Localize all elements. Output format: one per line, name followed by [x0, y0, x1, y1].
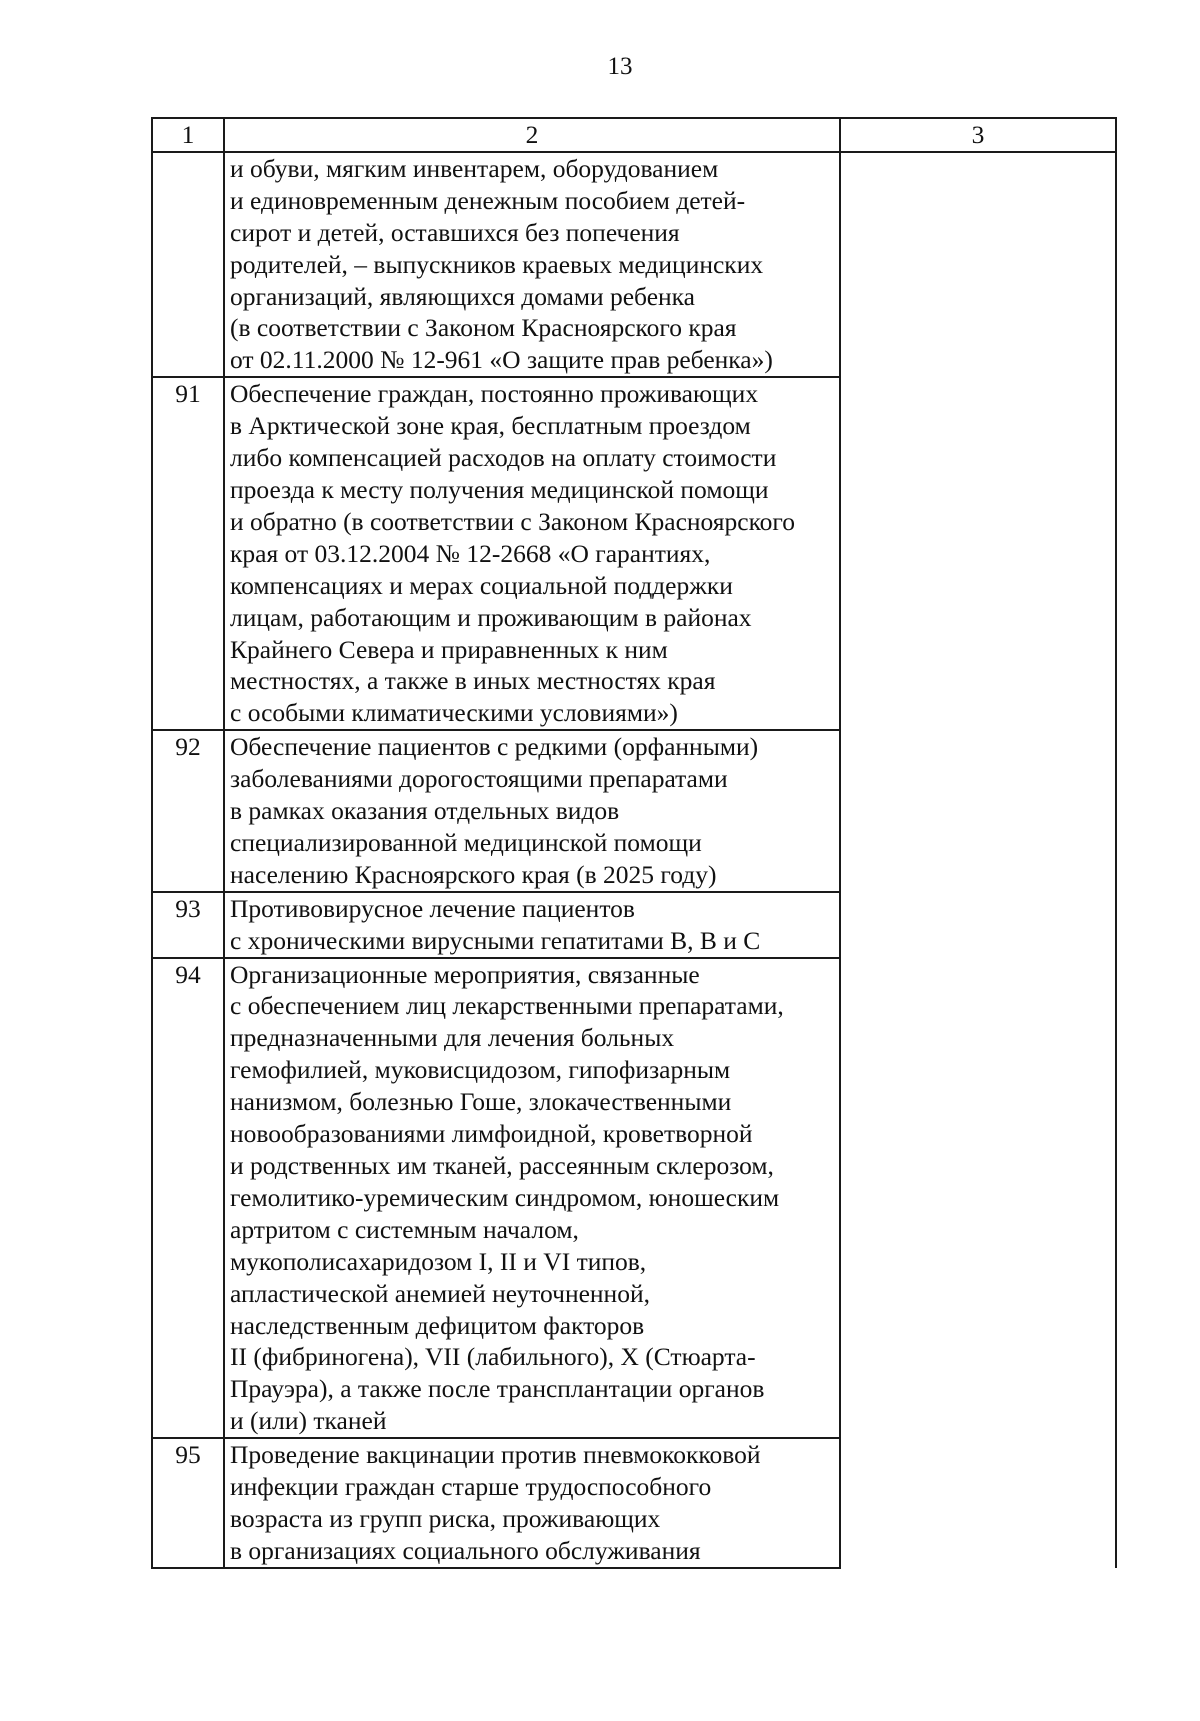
row-number: 95 [152, 1438, 224, 1568]
description-line: в рамках оказания отдельных видов [230, 796, 620, 826]
table-row [152, 730, 1116, 892]
row-description [224, 730, 840, 892]
row-number: 91 [152, 377, 224, 730]
description-line: лицам, работающим и проживающим в районах [230, 602, 752, 632]
row-col3 [840, 1438, 1116, 1568]
row-col3 [840, 892, 1116, 958]
row-description [224, 152, 840, 377]
header-col-1: 1 [152, 118, 224, 152]
row-number: 94 [152, 958, 224, 1439]
description-line: с особыми климатическими условиями») [230, 698, 678, 728]
row-col3 [840, 730, 1116, 892]
description-line: и родственных им тканей, рассеянным склерозом, [230, 1151, 774, 1180]
description-line: проезда к месту получения медицинской помощи [230, 474, 769, 504]
description-line: края от 03.12.2004 № 12-2668 «О гарантиях, [230, 538, 711, 568]
description-line: мукополисахаридозом I, II и VI типов, [230, 1246, 647, 1276]
description-line: и обратно (в соответствии с Законом Красноярского [230, 506, 796, 536]
description-line: предназначенными для лечения больных [230, 1023, 675, 1053]
description-line: Противовирусное лечение пациентов [230, 893, 635, 923]
description-line: инфекции граждан старше трудоспособного [230, 1472, 712, 1502]
table-row [152, 892, 1116, 958]
description-line: нанизмом, болезнью Гоше, злокачественными [230, 1087, 732, 1117]
description-line: возраста из групп риска, проживающих [230, 1503, 661, 1533]
row-description [224, 892, 840, 958]
row-description [224, 377, 840, 730]
row-col3 [840, 958, 1116, 1439]
description-line: гемолитико-уремическим синдромом, юношеским [230, 1182, 780, 1212]
description-line: и обуви, мягким инвентарем, оборудованием [230, 153, 719, 183]
description-line: родителей, – выпускников краевых медицинских [230, 249, 764, 279]
description-line: Обеспечение пациентов с редкими (орфанными) [230, 732, 759, 762]
row-col3 [840, 377, 1116, 730]
description-line: либо компенсацией расходов на оплату стоимости [230, 443, 777, 473]
description-line: (в соответствии с Законом Красноярского края [230, 313, 737, 343]
description-line: Организационные мероприятия, связанные [230, 959, 700, 989]
description-line: гемофилией, муковисцидозом, гипофизарным [230, 1055, 731, 1085]
table-header-row [152, 118, 1116, 152]
page-number: 13 [607, 53, 633, 80]
description-line: в Арктической зоне края, бесплатным проездом [230, 411, 751, 441]
description-line: специализированной медицинской помощи [230, 827, 702, 857]
table-row [152, 152, 1116, 377]
table-row [152, 1438, 1116, 1568]
description-line: и единовременным денежным пособием детей- [230, 185, 746, 215]
row-number: 93 [152, 892, 224, 958]
description-line: артритом с системным началом, [230, 1214, 579, 1244]
description-line: местностях, а также в иных местностях края [230, 666, 716, 696]
header-col-3: 3 [840, 118, 1116, 152]
row-description [224, 1438, 840, 1568]
row-number [152, 152, 224, 377]
description-line: заболеваниями дорогостоящими препаратами [230, 764, 728, 794]
description-line: Крайнего Севера и приравненных к ним [230, 634, 668, 664]
description-line: от 02.11.2000 № 12-961 «О защите прав ребенка») [230, 345, 773, 375]
description-line: организаций, являющихся домами ребенка [230, 281, 695, 311]
description-line: с хроническими вирусными гепатитами В, В и С [230, 925, 761, 955]
row-col3 [840, 152, 1116, 377]
description-line: Проведение вакцинации против пневмококковой [230, 1440, 761, 1470]
description-line: II (фибриногена), VII (лабильного), X (Стюарта- [230, 1342, 756, 1372]
description-line: компенсациях и мерах социальной поддержки [230, 570, 733, 600]
description-line: Обеспечение граждан, постоянно проживающих [230, 379, 759, 409]
description-line: и (или) тканей [230, 1406, 387, 1436]
document-table [151, 117, 1117, 1569]
description-line: новообразованиями лимфоидной, кроветворной [230, 1119, 753, 1149]
description-line: сирот и детей, оставшихся без попечения [230, 217, 680, 247]
row-description [224, 958, 840, 1439]
description-line: с обеспечением лиц лекарственными препаратами, [230, 991, 784, 1021]
header-col-2: 2 [224, 118, 840, 152]
row-number: 92 [152, 730, 224, 892]
description-line: населению Красноярского края (в 2025 году) [230, 859, 717, 889]
description-line: Прауэра), а также после трансплантации органов [230, 1374, 765, 1404]
table-row [152, 377, 1116, 730]
description-line: наследственным дефицитом факторов [230, 1310, 645, 1340]
description-line: апластической анемией неуточненной, [230, 1278, 650, 1308]
table-row [152, 958, 1116, 1439]
table-body [152, 152, 1116, 1568]
description-line: в организациях социального обслуживания [230, 1535, 701, 1565]
